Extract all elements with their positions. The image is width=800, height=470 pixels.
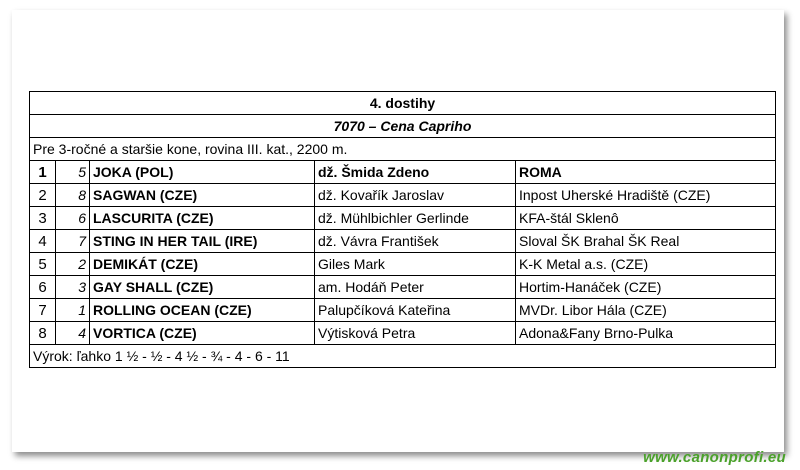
race-conditions: Pre 3-ročné a staršie kone, rovina III. kat., 2200 m. [30, 138, 776, 161]
owner-name: Inpost Uherské Hradiště (CZE) [516, 184, 776, 207]
horse-name: LASCURITA (CZE) [90, 207, 315, 230]
horse-name: ROLLING OCEAN (CZE) [90, 299, 315, 322]
start-number: 7 [56, 230, 90, 253]
finish-position: 8 [30, 322, 56, 345]
jockey-name: Palupčíková Kateřina [315, 299, 516, 322]
start-number: 3 [56, 276, 90, 299]
result-row [30, 230, 776, 253]
horse-name: DEMIKÁT (CZE) [90, 253, 315, 276]
race-name: 7070 – Cena Capriho [30, 115, 776, 138]
result-row [30, 253, 776, 276]
finish-position: 4 [30, 230, 56, 253]
race-title-row [30, 92, 776, 115]
finish-position: 3 [30, 207, 56, 230]
watermark: www.canonprofi.eu [643, 449, 786, 466]
owner-name: Hortim-Hanáček (CZE) [516, 276, 776, 299]
owner-name: MVDr. Libor Hála (CZE) [516, 299, 776, 322]
start-number: 5 [56, 161, 90, 184]
race-results-table [29, 91, 776, 368]
race-title: 4. dostihy [30, 92, 776, 115]
result-row [30, 184, 776, 207]
start-number: 1 [56, 299, 90, 322]
result-row [30, 299, 776, 322]
jockey-name: Výtisková Petra [315, 322, 516, 345]
horse-name: JOKA (POL) [90, 161, 315, 184]
finish-position: 2 [30, 184, 56, 207]
horse-name: SAGWAN (CZE) [90, 184, 315, 207]
horse-name: STING IN HER TAIL (IRE) [90, 230, 315, 253]
race-name-row [30, 115, 776, 138]
result-row [30, 322, 776, 345]
jockey-name: Giles Mark [315, 253, 516, 276]
finish-position: 6 [30, 276, 56, 299]
start-number: 6 [56, 207, 90, 230]
start-number: 4 [56, 322, 90, 345]
owner-name: K-K Metal a.s. (CZE) [516, 253, 776, 276]
finish-position: 5 [30, 253, 56, 276]
jockey-name: am. Hodáň Peter [315, 276, 516, 299]
owner-name: ROMA [516, 161, 776, 184]
result-row [30, 207, 776, 230]
result-row [30, 161, 776, 184]
jockey-name: dž. Vávra František [315, 230, 516, 253]
finish-position: 7 [30, 299, 56, 322]
race-conditions-row [30, 138, 776, 161]
horse-name: VORTICA (CZE) [90, 322, 315, 345]
jockey-name: dž. Kovařík Jaroslav [315, 184, 516, 207]
start-number: 8 [56, 184, 90, 207]
owner-name: Sloval ŠK Brahal ŠK Real [516, 230, 776, 253]
owner-name: KFA-štál Sklenô [516, 207, 776, 230]
result-row [30, 276, 776, 299]
result-margins: Výrok: ľahko 1 ½ - ½ - 4 ½ - ¾ - 4 - 6 - 11 [30, 345, 776, 368]
horse-name: GAY SHALL (CZE) [90, 276, 315, 299]
start-number: 2 [56, 253, 90, 276]
finish-position: 1 [30, 161, 56, 184]
jockey-name: dž. Šmida Zdeno [315, 161, 516, 184]
jockey-name: dž. Mühlbichler Gerlinde [315, 207, 516, 230]
footer-row [30, 345, 776, 368]
owner-name: Adona&Fany Brno-Pulka [516, 322, 776, 345]
